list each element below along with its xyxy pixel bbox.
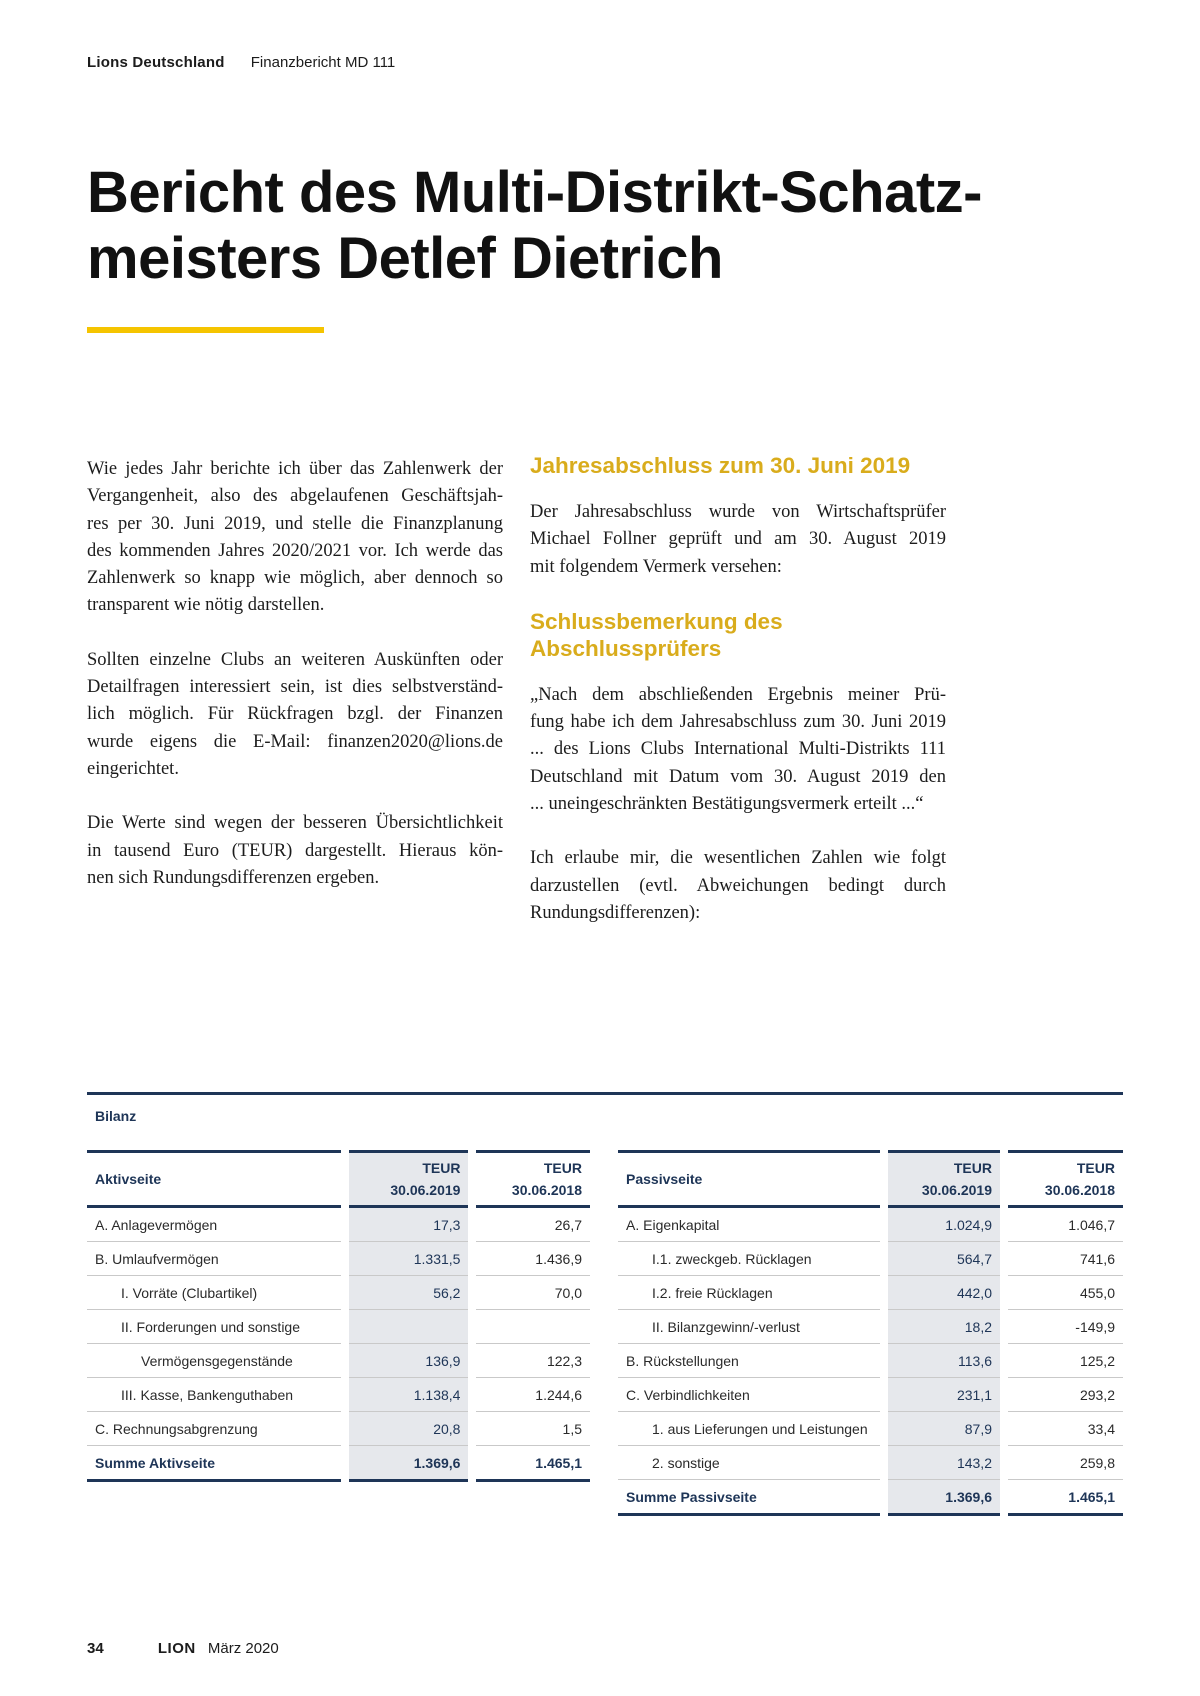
bilanz-title: Bilanz (95, 1108, 137, 1124)
table-row (87, 1208, 590, 1242)
table-row (618, 1208, 1123, 1242)
table-row (618, 1378, 1123, 1412)
unit-label: TEUR (543, 1160, 582, 1176)
unit-label: TEUR (953, 1160, 992, 1176)
date-label: 30.06.2019 (921, 1182, 992, 1198)
text-line: nen sich Rundungsdifferenzen ergeben. (87, 867, 380, 888)
sum-previous: 1.465,1 (1008, 1480, 1123, 1516)
column-header-previous (1008, 1150, 1123, 1208)
text-line: Der Jahresabschluss wurde von Wirtschaftsprüfer (530, 502, 946, 522)
text-line: fung habe ich dem Jahresabschluss zum 30. Juni 2019 (530, 712, 946, 733)
page-title (87, 160, 1067, 292)
table-row (87, 1276, 590, 1310)
row-label: III. Kasse, Bankenguthaben (87, 1378, 341, 1412)
sum-previous: 1.465,1 (476, 1446, 590, 1482)
table-row (618, 1310, 1123, 1344)
value-previous: 26,7 (476, 1208, 590, 1242)
value-previous: 125,2 (1008, 1344, 1123, 1378)
value-current: 56,2 (349, 1276, 469, 1310)
text-line: Ich erlaube mir, die wesentlichen Zahlen wie folgt (530, 848, 946, 869)
heading-line: Schlussbemerkung des (530, 608, 783, 634)
table-header-row (87, 1150, 590, 1208)
text-line: ... des Lions Clubs International Multi-Distrikts 111 (530, 739, 946, 760)
value-current: 442,0 (888, 1276, 1000, 1310)
text-line: darzustellen (evtl. Abweichungen bedingt durch (530, 875, 946, 896)
value-previous: -149,9 (1008, 1310, 1123, 1344)
text-line: res per 30. Juni 2019, und stelle die Finanzplanung (87, 513, 503, 534)
figures-intro-paragraph (530, 845, 946, 927)
table-row (618, 1412, 1123, 1446)
sum-row (618, 1480, 1123, 1516)
text-line: Michael Follner geprüft und am 30. August 2019 (530, 529, 946, 550)
value-current: 1.331,5 (349, 1242, 469, 1276)
row-label: I. Vorräte (Clubartikel) (87, 1276, 341, 1310)
passiv-table (618, 1150, 1123, 1516)
text-line: ... uneingeschränkten Bestätigungsvermerk erteilt ...“ (530, 794, 924, 815)
text-line: des kommenden Jahres 2020/2021 vor. Ich werde das (87, 540, 503, 561)
table-row (618, 1446, 1123, 1480)
aktiv-table (87, 1150, 590, 1482)
auditor-quote (530, 682, 946, 818)
value-current (349, 1310, 469, 1344)
value-previous: 293,2 (1008, 1378, 1123, 1412)
text-line: Deutschland mit Datum vom 30. August 2019 den (530, 766, 946, 787)
value-previous: 122,3 (476, 1344, 590, 1378)
text-line: wurde eigens die E-Mail: finanzen2020@lions.de (87, 731, 503, 752)
row-label: A. Anlagevermögen (87, 1208, 341, 1242)
text-line: Sollten einzelne Clubs an weiteren Auskünften oder (87, 649, 503, 670)
sum-label: Summe Passivseite (618, 1480, 880, 1516)
value-previous (476, 1310, 590, 1344)
title-accent-rule (87, 327, 324, 333)
value-current: 18,2 (888, 1310, 1000, 1344)
row-label: B. Umlaufvermögen (87, 1242, 341, 1276)
bilanz-top-rule (87, 1092, 1123, 1095)
column-header-current (888, 1150, 1000, 1208)
row-label: I.1. zweckgeb. Rücklagen (618, 1242, 880, 1276)
left-column (87, 456, 503, 919)
text-line: Rundungsdifferenzen): (530, 902, 701, 923)
value-current: 17,3 (349, 1208, 469, 1242)
unit-label: TEUR (1076, 1160, 1115, 1176)
page-number: 34 (87, 1640, 104, 1657)
value-previous: 741,6 (1008, 1242, 1123, 1276)
text-line: in tausend Euro (TEUR) dargestellt. Hieraus kön- (87, 840, 503, 861)
sum-current: 1.369,6 (888, 1480, 1000, 1516)
contact-paragraph (87, 647, 503, 783)
value-previous: 1.436,9 (476, 1242, 590, 1276)
value-current: 1.138,4 (349, 1378, 469, 1412)
row-label: A. Eigenkapital (618, 1208, 880, 1242)
value-previous: 70,0 (476, 1276, 590, 1310)
intro-paragraph (87, 456, 503, 620)
text-line: lich möglich. Für Rückfragen bzgl. der Finanzen (87, 704, 503, 725)
value-previous: 33,4 (1008, 1412, 1123, 1446)
row-label: II. Forderungen und sonstige (87, 1310, 341, 1344)
text-line: Die Werte sind wegen der besseren Übersichtlichkeit (87, 813, 503, 834)
value-current: 20,8 (349, 1412, 469, 1446)
table-row (87, 1310, 590, 1344)
header-section: Finanzbericht MD 111 (250, 54, 396, 71)
table-row (87, 1344, 590, 1378)
text-line: Zahlenwerk so knapp wie möglich, aber dennoch so (87, 568, 503, 589)
text-line: Vergangenheit, also des abgelaufenen Geschäftsjah- (87, 486, 503, 507)
magazine-name: LION (157, 1640, 196, 1657)
text-line: Detailfragen interessiert sein, ist dies selbstverständ- (87, 677, 503, 698)
table-row (618, 1344, 1123, 1378)
value-previous: 455,0 (1008, 1276, 1123, 1310)
page-footer (87, 1640, 279, 1657)
value-current: 564,7 (888, 1242, 1000, 1276)
heading-line: Abschlussprüfers (530, 635, 722, 661)
value-previous: 1.244,6 (476, 1378, 590, 1412)
passiv-header: Passivseite (618, 1150, 880, 1208)
value-current: 1.024,9 (888, 1208, 1000, 1242)
row-label: 1. aus Lieferungen und Leistungen (618, 1412, 880, 1446)
sum-current: 1.369,6 (349, 1446, 469, 1482)
right-column (530, 452, 946, 954)
column-header-current (349, 1150, 469, 1208)
value-current: 87,9 (888, 1412, 1000, 1446)
row-label: 2. sonstige (618, 1446, 880, 1480)
value-previous: 259,8 (1008, 1446, 1123, 1480)
value-previous: 1,5 (476, 1412, 590, 1446)
column-header-previous (476, 1150, 590, 1208)
running-header (87, 54, 395, 71)
section-heading-schlussbemerkung (530, 608, 946, 662)
text-line: mit folgendem Vermerk versehen: (530, 556, 782, 577)
value-current: 113,6 (888, 1344, 1000, 1378)
issue-date: März 2020 (207, 1640, 279, 1657)
row-label: II. Bilanzgewinn/-verlust (618, 1310, 880, 1344)
date-label: 30.06.2018 (511, 1182, 582, 1198)
date-label: 30.06.2019 (390, 1182, 461, 1198)
text-line: Wie jedes Jahr berichte ich über das Zahlenwerk der (87, 459, 503, 479)
row-label: B. Rückstellungen (618, 1344, 880, 1378)
value-previous: 1.046,7 (1008, 1208, 1123, 1242)
table-row (618, 1276, 1123, 1310)
table-row (87, 1378, 590, 1412)
units-paragraph (87, 810, 503, 892)
table-row (618, 1242, 1123, 1276)
aktiv-header: Aktivseite (87, 1150, 341, 1208)
row-label: C. Rechnungsabgrenzung (87, 1412, 341, 1446)
row-label: Vermögensgegenstände (87, 1344, 341, 1378)
text-line: transparent wie nötig darstellen. (87, 595, 325, 616)
row-label: C. Verbindlichkeiten (618, 1378, 880, 1412)
date-label: 30.06.2018 (1044, 1182, 1115, 1198)
table-header-row (618, 1150, 1123, 1208)
table-row (87, 1242, 590, 1276)
unit-label: TEUR (422, 1160, 461, 1176)
row-label: I.2. freie Rücklagen (618, 1276, 880, 1310)
title-line: Bericht des Multi-Distrikt-Schatz- (87, 160, 982, 225)
sum-label: Summe Aktivseite (87, 1446, 341, 1482)
title-line: meisters Detlef Dietrich (87, 226, 723, 291)
audit-paragraph (530, 499, 946, 581)
text-line: eingerichtet. (87, 758, 179, 779)
value-current: 143,2 (888, 1446, 1000, 1480)
header-brand: Lions Deutschland (87, 54, 225, 71)
section-heading-jahresabschluss: Jahresabschluss zum 30. Juni 2019 (530, 453, 911, 478)
value-current: 136,9 (349, 1344, 469, 1378)
sum-row (87, 1446, 590, 1482)
text-line: „Nach dem abschließenden Ergebnis meiner Prü- (530, 684, 946, 705)
value-current: 231,1 (888, 1378, 1000, 1412)
table-row (87, 1412, 590, 1446)
